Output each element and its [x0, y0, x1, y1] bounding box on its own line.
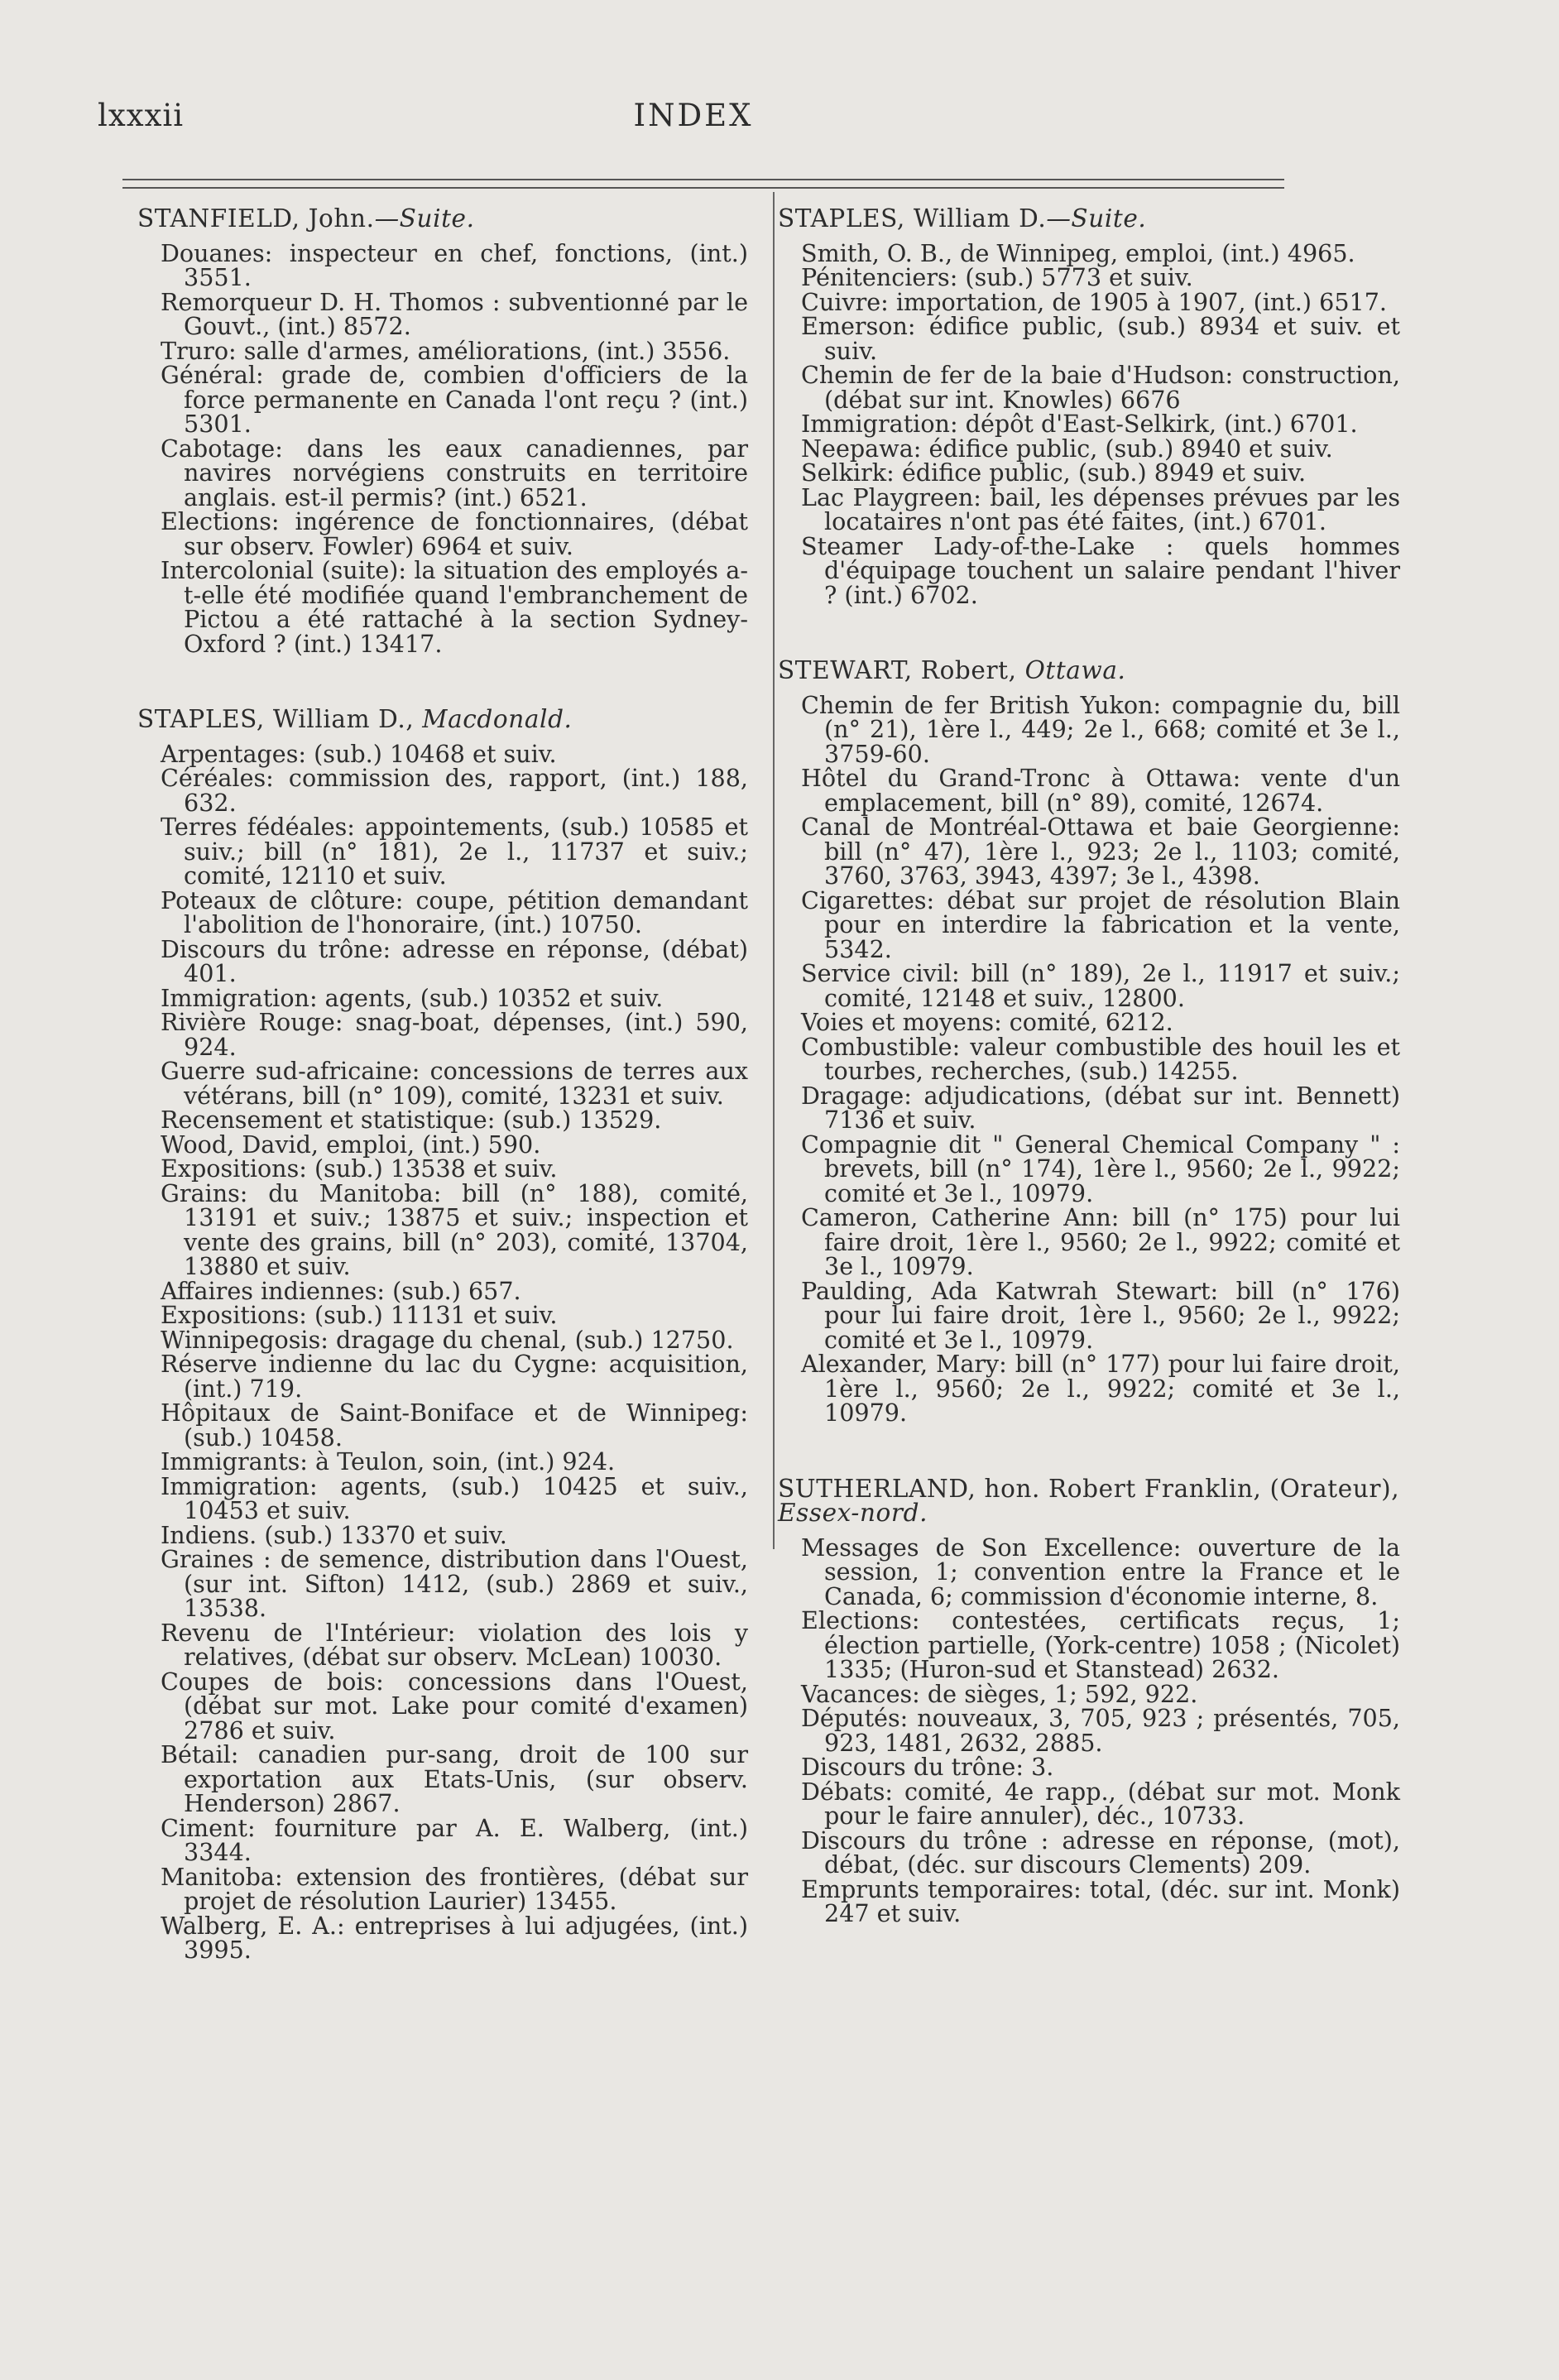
sub-entry: Combustible: valeur combustible des houil les et tourbes, recherches, (sub.) 14255. — [801, 1032, 1400, 1085]
sub-entry: Revenu de l'Intérieur: violation des lois y relatives, (débat sur observ. McLean) 10030. — [161, 1618, 748, 1671]
entry-riding: Macdonald. — [422, 705, 573, 733]
sub-entry: Messages de Son Excellence: ouverture de la session, 1; convention entre la France et le Canada, 6; commission d'économie interne, 8. — [801, 1533, 1400, 1610]
entry-riding: —Suite. — [1046, 204, 1147, 233]
entry-heading — [778, 204, 1400, 233]
sub-entry: Général: grade de, combien d'officiers de la force permanente en Canada l'ont reçu ? (int.) 5301. — [161, 361, 748, 438]
sub-entry: Chemin de fer British Yukon: compagnie du, bill (n° 21), 1ère l., 449; 2e l., 668; comité et 3e l., 3759-60. — [801, 690, 1400, 768]
sub-entry: Chemin de fer de la baie d'Hudson: construction, (débat sur int. Knowles) 6676 — [801, 361, 1400, 414]
page-number: lxxxii — [98, 98, 185, 133]
sub-entry: Affaires indiennes: (sub.) 657. — [161, 1276, 521, 1305]
sub-entry: Députés: nouveaux, 3, 705, 923 ; présentés, 705, 923, 1481, 2632, 2885. — [801, 1704, 1400, 1757]
entry-heading — [778, 656, 1400, 684]
index-entry — [778, 204, 1400, 609]
entry-riding: Ottawa. — [1024, 656, 1126, 684]
sub-entry: Recensement et statistique: (sub.) 13529. — [161, 1106, 662, 1134]
index-entry — [137, 705, 748, 1964]
sub-entry: Alexander, Mary: bill (n° 177) pour lui faire droit, 1ère l., 9560; 2e l., 9922; comité et 3e l., 10979. — [801, 1350, 1400, 1427]
sub-entry: Dragage: adjudications, (débat sur int. Bennett) 7136 et suiv. — [801, 1081, 1400, 1134]
sub-entry: Voies et moyens: comité, 6212. — [801, 1008, 1173, 1036]
sub-entry: Emprunts temporaires: total, (déc. sur int. Monk) 247 et suiv. — [801, 1874, 1400, 1927]
sub-entry: Neepawa: édifice public, (sub.) 8940 et suiv. — [801, 434, 1333, 463]
sub-entry: Manitoba: extension des frontières, (débat sur projet de résolution Laurier) 13455. — [161, 1862, 748, 1915]
sub-entry: Remorqueur D. H. Thomos : subventionné par le Gouvt., (int.) 8572. — [161, 287, 748, 340]
entry-heading — [137, 204, 748, 233]
page-title: INDEX — [633, 98, 754, 133]
sub-entry: Immigrants: à Teulon, soin, (int.) 924. — [161, 1447, 616, 1476]
sub-entry: Poteaux de clôture: coupe, pétition demandant l'abolition de l'honoraire, (int.) 10750. — [161, 885, 748, 938]
sub-entry: Vacances: de sièges, 1; 592, 922. — [801, 1679, 1198, 1708]
sub-entry: Walberg, E. A.: entreprises à lui adjugées, (int.) 3995. — [161, 1911, 748, 1964]
sub-entry: Douanes: inspecteur en chef, fonctions, (int.) 3551. — [161, 238, 748, 291]
sub-entry: Expositions: (sub.) 11131 et suiv. — [161, 1301, 558, 1329]
sub-entry: Discours du trône : adresse en réponse, (mot), débat, (déc. sur discours Clements) 209. — [801, 1826, 1400, 1879]
sub-entry: Bétail: canadien pur-sang, droit de 100 sur exportation aux Etats-Unis, (sur observ. Henderson) 2867. — [161, 1740, 748, 1817]
sub-entry: Indiens. (sub.) 13370 et suiv. — [161, 1520, 507, 1549]
sub-entry: Réserve indienne du lac du Cygne: acquisition, (int.) 719. — [161, 1350, 748, 1403]
index-entry — [778, 656, 1400, 1427]
index-entry — [778, 1474, 1400, 1927]
sub-entry: Selkirk: édifice public, (sub.) 8949 et suiv. — [801, 458, 1307, 487]
sub-entry: Cigarettes: débat sur projet de résolution Blain pour en interdire la fabrication et la vente, 5342. — [801, 885, 1400, 963]
sub-entry: Wood, David, emploi, (int.) 590. — [161, 1130, 541, 1159]
sub-entry: Canal de Montréal-Ottawa et baie Georgienne: bill (n° 47), 1ère l., 923; 2e l., 1103; comité, 3760, 3763, 3943, 4397; 3e l., 4398. — [801, 813, 1400, 890]
sub-entry: Grains: du Manitoba: bill (n° 188), comité, 13191 et suiv.; 13875 et suiv.; inspection et vente des grains, bill (n° 203), comité, 13704, 13880 et suiv. — [161, 1178, 748, 1280]
sub-entry: Elections: contestées, certificats reçus, 1; élection partielle, (York-centre) 1058 ; (Nicolet) 1335; (Huron-sud et Stanstead) 2632. — [801, 1606, 1400, 1683]
header-rule-bottom — [122, 187, 1284, 189]
sub-entry: Immigration: dépôt d'East-Selkirk, (int.) 6701. — [801, 410, 1358, 438]
sub-entry: Intercolonial (suite): la situation des employés a-t-elle été modifiée quand l'embranchement de Pictou a été rattaché à la section Sydney-Oxford ? (int.) 13417. — [161, 556, 748, 658]
sub-entry: Cabotage: dans les eaux canadiennes, par navires norvégiens construits en territoire anglais. est-il permis? (int.) 6521. — [161, 434, 748, 511]
sub-entry: Guerre sud-africaine: concessions de terres aux vétérans, bill (n° 109), comité, 13231 et suiv. — [161, 1057, 748, 1110]
index-entry — [137, 204, 748, 658]
sub-entry: Graines : de semence, distribution dans l'Ouest, (sur int. Sifton) 1412, (sub.) 2869 et suiv., 13538. — [161, 1545, 748, 1622]
sub-entry: Compagnie dit " General Chemical Company " : brevets, bill (n° 174), 1ère l., 9560; 2e l., 9922; comité et 3e l., 10979. — [801, 1130, 1400, 1207]
sub-entry: Lac Playgreen: bail, les dépenses prévues par les locataires n'ont pas été faites, (int.) 6701. — [801, 482, 1400, 535]
entry-heading — [137, 705, 748, 733]
sub-entry: Immigration: agents, (sub.) 10425 et suiv., 10453 et suiv. — [161, 1471, 748, 1524]
sub-entry: Discours du trône: adresse en réponse, (débat) 401. — [161, 934, 748, 987]
entry-name: STEWART, Robert, — [778, 656, 1025, 684]
right-column — [778, 204, 1400, 1978]
sub-entry: Hôtel du Grand-Tronc à Ottawa: vente d'un emplacement, bill (n° 89), comité, 12674. — [801, 764, 1400, 817]
sub-entry: Elections: ingérence de fonctionnaires, (débat sur observ. Fowler) 6964 et suiv. — [161, 507, 748, 560]
entry-name: STANFIELD, John. — [137, 204, 375, 233]
left-column — [137, 204, 748, 2014]
entry-name: STAPLES, William D., — [137, 705, 423, 733]
sub-entry: Hôpitaux de Saint-Boniface et de Winnipeg: (sub.) 10458. — [161, 1399, 748, 1452]
page-header — [98, 98, 1289, 147]
entry-riding: —Suite. — [374, 204, 475, 233]
entry-name: SUTHERLAND, hon. Robert Franklin, (Orateur), — [778, 1474, 1400, 1503]
entry-heading — [778, 1474, 1400, 1527]
sub-entry: Ciment: fourniture par A. E. Walberg, (int.) 3344. — [161, 1813, 748, 1866]
sub-entry: Cuivre: importation, de 1905 à 1907, (int.) 6517. — [801, 287, 1387, 316]
sub-entry: Paulding, Ada Katwrah Stewart: bill (n° 176) pour lui faire droit, 1ère l., 9560; 2e l., 9922; comité et 3e l., 10979. — [801, 1276, 1400, 1354]
sub-entry: Immigration: agents, (sub.) 10352 et suiv. — [161, 983, 664, 1012]
sub-entry: Arpentages: (sub.) 10468 et suiv. — [161, 739, 557, 768]
sub-entry: Pénitenciers: (sub.) 5773 et suiv. — [801, 263, 1193, 291]
sub-entry: Céréales: commission des, rapport, (int.) 188, 632. — [161, 764, 748, 817]
sub-entry: Expositions: (sub.) 13538 et suiv. — [161, 1154, 558, 1183]
header-rule-top — [122, 179, 1284, 180]
entry-name: STAPLES, William D. — [778, 204, 1047, 233]
sub-entry: Emerson: édifice public, (sub.) 8934 et suiv. et suiv. — [801, 312, 1400, 365]
sub-entry: Terres fédéales: appointements, (sub.) 10585 et suiv.; bill (n° 181), 2e l., 11737 et suiv.; comité, 12110 et suiv. — [161, 813, 748, 890]
sub-entry: Winnipegosis: dragage du chenal, (sub.) 12750. — [161, 1325, 734, 1354]
sub-entry: Steamer Lady-of-the-Lake : quels hommes d'équipage touchent un salaire pendant l'hiver ? (int.) 6702. — [801, 531, 1400, 609]
sub-entry: Débats: comité, 4e rapp., (débat sur mot. Monk pour le faire annuler), déc., 10733. — [801, 1777, 1400, 1830]
sub-entry: Smith, O. B., de Winnipeg, emploi, (int.) 4965. — [801, 238, 1355, 267]
sub-entry: Coupes de bois: concessions dans l'Ouest, (débat sur mot. Lake pour comité d'examen) 2786 et suiv. — [161, 1667, 748, 1744]
sub-entry: Cameron, Catherine Ann: bill (n° 175) pour lui faire droit, 1ère l., 9560; 2e l., 9922; comité et 3e l., 10979. — [801, 1203, 1400, 1280]
sub-entry: Truro: salle d'armes, améliorations, (int.) 3556. — [161, 336, 731, 365]
sub-entry: Discours du trône: 3. — [801, 1753, 1054, 1781]
sub-entry: Service civil: bill (n° 189), 2e l., 11917 et suiv.; comité, 12148 et suiv., 12800. — [801, 959, 1400, 1012]
column-divider — [773, 192, 775, 1549]
sub-entry: Rivière Rouge: snag-boat, dépenses, (int.) 590, 924. — [161, 1008, 748, 1061]
entry-riding: Essex-nord. — [778, 1499, 928, 1527]
